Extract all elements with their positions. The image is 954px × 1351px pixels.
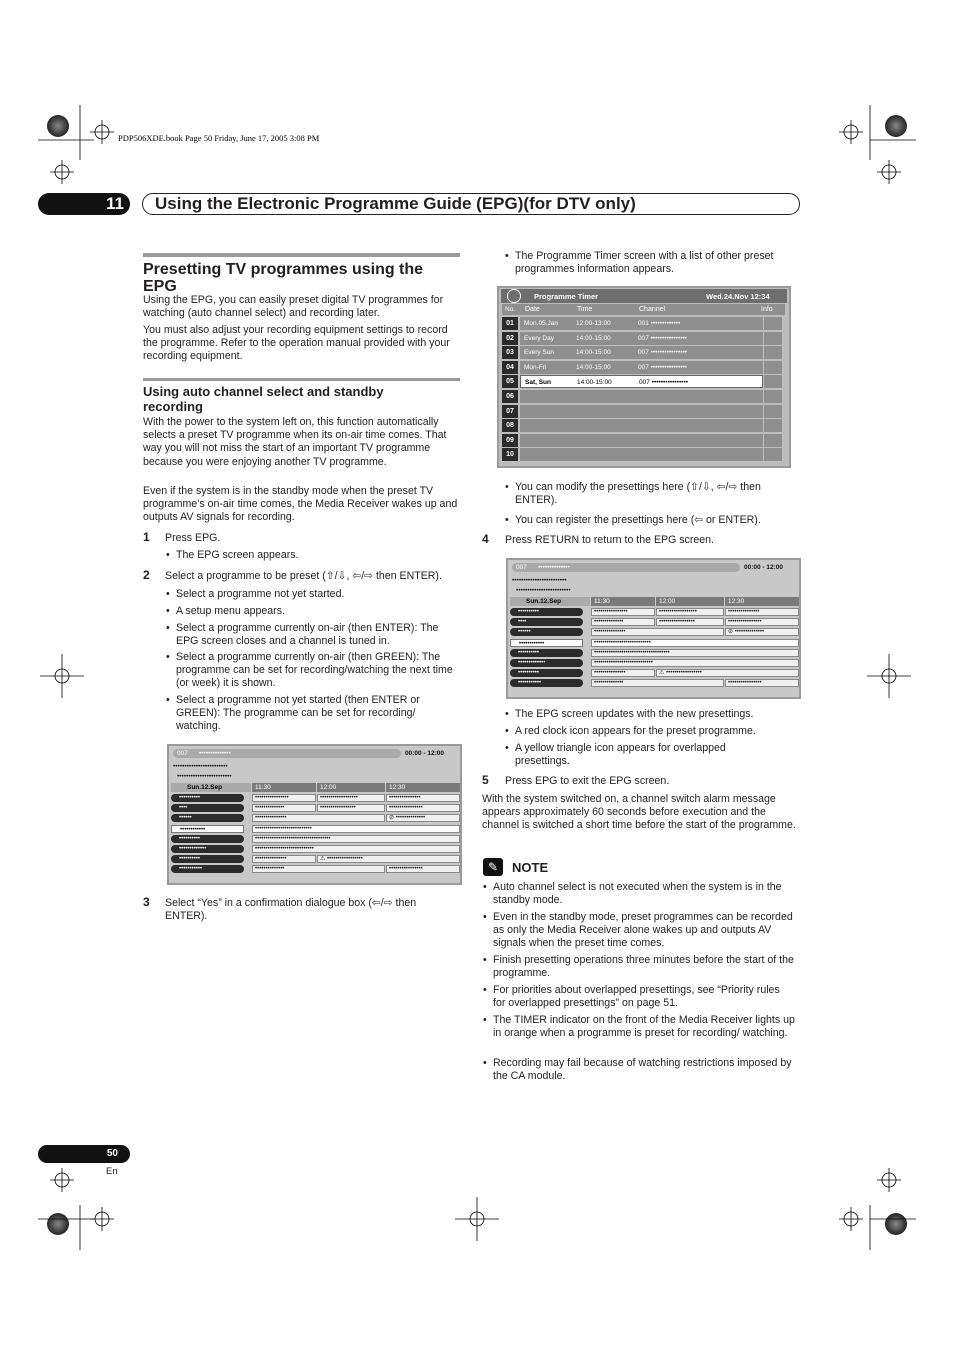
epg-programme-cell[interactable]: •••••••••••••••••••••••••••• bbox=[591, 659, 799, 667]
note-item: • Finish presetting operations three minutes before the start of the programme. bbox=[493, 954, 803, 980]
epg-programme-cell[interactable]: ••••••••••••••••••••••••••• bbox=[591, 639, 799, 647]
page-number: 50 bbox=[38, 1145, 130, 1163]
epg-programme-cell[interactable]: ••••••••••••••••• bbox=[317, 804, 385, 812]
timer-channel: 001 ••••••••••••• bbox=[638, 320, 681, 327]
epg-channel-cell[interactable]: •••• bbox=[171, 804, 244, 812]
timer-date: Sat, Sun bbox=[525, 379, 552, 387]
epg-programme-cell[interactable]: •••••••••••••••••••••••••••••••••••• bbox=[591, 649, 799, 657]
timer-date: Mon.05.Jan bbox=[524, 320, 558, 327]
note-pencil-icon: ✎ bbox=[483, 858, 503, 876]
epg-info-line: •••••••••••••••••••••••• bbox=[177, 773, 232, 780]
timer-row-no: 05 bbox=[502, 375, 518, 388]
bullet: • Select a programme not yet started (then ENTER or GREEN): The programme can be set for recording/ watching. bbox=[176, 694, 461, 734]
timer-time: 14:00-15:00 bbox=[576, 363, 611, 371]
epg-channel-cell[interactable]: •••••••••••• bbox=[171, 825, 244, 833]
epg-channel-name: •••••••••••••• bbox=[538, 564, 570, 571]
epg-channel-cell[interactable]: ••••••••••• bbox=[171, 865, 244, 873]
epg-programme-cell[interactable]: •••••••••••••• bbox=[591, 679, 724, 687]
timer-row-body bbox=[520, 361, 763, 374]
epg-time-range: 00:00 - 12:00 bbox=[744, 564, 784, 571]
epg-channel-cell[interactable]: •••••• bbox=[171, 814, 244, 822]
epg-channel-cell[interactable]: •••••• bbox=[510, 628, 583, 636]
epg-info-line: •••••••••••••••••••••••• bbox=[173, 763, 228, 770]
bullet: • Select a programme currently on-air (then GREEN): The programme can be set for recording/watching the next time (or week) it is shown. bbox=[176, 651, 461, 691]
timer-row[interactable] bbox=[502, 361, 785, 374]
bullet: • Select a programme currently on-air (then ENTER): The EPG screen closes and a channel is tuned in. bbox=[176, 622, 461, 648]
epg-programme-cell[interactable]: •••••••••••••••• bbox=[252, 794, 316, 802]
bullet: • A red clock icon appears for the preset programme. bbox=[515, 725, 800, 738]
timer-row-body bbox=[520, 317, 763, 330]
epg-time-3: 12:30 bbox=[386, 783, 460, 792]
timer-row[interactable] bbox=[502, 375, 785, 388]
note-item: • Auto channel select is not executed when the system is in the standby mode. bbox=[493, 881, 798, 907]
timer-channel: 007 •••••••••••••••• bbox=[638, 349, 688, 357]
book-header: PDP506XDE.book Page 50 Friday, June 17, 2005 3:08 PM bbox=[118, 133, 320, 143]
bullet: • A setup menu appears. bbox=[176, 605, 461, 618]
note-item: • Even in the standby mode, preset programmes can be recorded as only the Media Receiver alone wakes up and outputs AV signals when the preset time comes. bbox=[493, 911, 798, 951]
timer-row-no: 09 bbox=[502, 434, 518, 447]
timer-row-no: 03 bbox=[502, 346, 518, 359]
epg-channel-cell[interactable]: •••••••••• bbox=[510, 649, 583, 657]
epg-date: Sun.12.Sep bbox=[510, 597, 590, 606]
epg-programme-cell[interactable]: ⊘ •••••••••••••• bbox=[725, 628, 799, 636]
chapter-number: 11 bbox=[38, 193, 130, 215]
epg-time-2: 12:00 bbox=[656, 597, 724, 606]
timer-info-cell bbox=[764, 405, 782, 418]
col-info: Info bbox=[761, 306, 773, 313]
step-number: 2 bbox=[143, 568, 150, 582]
timer-row[interactable] bbox=[502, 390, 785, 403]
bullet: • You can register the presettings here (⇦ or ENTER). bbox=[515, 514, 800, 527]
chapter-title: Using the Electronic Programme Guide (EPG)(for DTV only) bbox=[142, 193, 800, 215]
epg-programme-cell[interactable]: •••••••••••••••• bbox=[386, 804, 460, 812]
timer-time: 14:00-15:00 bbox=[576, 349, 611, 357]
col-time: Time bbox=[577, 306, 593, 313]
epg-info-line: •••••••••••••••••••••••• bbox=[512, 577, 567, 584]
timer-row-no: 06 bbox=[502, 390, 518, 403]
intro-paragraph: You must also adjust your recording equipment settings to record the programme. Refer to the operation manual provided with your recording equipment. bbox=[143, 324, 450, 363]
col-channel: Channel bbox=[639, 306, 666, 313]
epg-programme-cell[interactable]: •••••••••••••••••••••••••••••••••••• bbox=[252, 835, 460, 843]
timer-row[interactable] bbox=[502, 346, 785, 359]
step-text: Press EPG. bbox=[165, 532, 221, 544]
note-item: • The TIMER indicator on the front of the Media Receiver lights up in orange when a programme is preset for recording/ watching. bbox=[493, 1014, 803, 1040]
epg-channel-cell[interactable]: •••••••••• bbox=[510, 608, 583, 616]
col-date: Date bbox=[525, 306, 540, 313]
epg-programme-cell[interactable]: ••••••••••••••••• bbox=[656, 618, 724, 626]
timer-row-no: 10 bbox=[502, 448, 518, 461]
epg-time-range: 00:00 - 12:00 bbox=[405, 750, 445, 757]
epg-channel-cell[interactable]: •••••••••••• bbox=[510, 639, 583, 647]
bullet: • The EPG screen updates with the new presettings. bbox=[515, 708, 800, 721]
epg-channel-cell[interactable]: ••••••••••• bbox=[510, 679, 583, 687]
epg-channel-name: •••••••••••••• bbox=[199, 750, 231, 757]
section-heading: Presetting TV programmes using the EPG bbox=[143, 261, 424, 295]
step-text: Select “Yes” in a confirmation dialogue box (⇦/⇨ then ENTER). bbox=[165, 897, 417, 923]
timer-row[interactable] bbox=[502, 317, 785, 330]
col-no: No. bbox=[505, 306, 516, 313]
subsection-rule bbox=[143, 378, 460, 381]
timer-row-body bbox=[520, 419, 763, 432]
timer-row-no: 08 bbox=[502, 419, 518, 432]
epg-channel-cell[interactable]: •••••••••• bbox=[171, 794, 244, 802]
epg-programme-cell[interactable]: ••••••••••••••• bbox=[591, 669, 655, 677]
timer-row-no: 02 bbox=[502, 332, 518, 345]
epg-channel-cell[interactable]: ••••••••••••• bbox=[171, 845, 244, 853]
epg-time-2: 12:00 bbox=[317, 783, 385, 792]
epg-programme-cell[interactable]: •••••••••••••••• bbox=[591, 608, 655, 616]
bullet: • You can modify the presettings here (⇧/⇩, ⇦/⇨ then ENTER). bbox=[515, 481, 800, 507]
epg-screen bbox=[167, 744, 462, 885]
epg-channel: 007 bbox=[516, 564, 527, 571]
timer-info-cell bbox=[764, 361, 782, 374]
paragraph: With the power to the system left on, this function automatically selects a preset TV programme when its on-air time comes. That way you will not miss the start of an important TV programme because you were enjoying another TV programme. bbox=[143, 416, 447, 468]
epg-programme-cell[interactable]: ⚠ ••••••••••••••••• bbox=[656, 669, 799, 677]
timer-row[interactable] bbox=[502, 419, 785, 432]
epg-channel-cell[interactable]: •••••••••• bbox=[171, 835, 244, 843]
epg-programme-cell[interactable]: ••••••••••••••• bbox=[591, 628, 724, 636]
epg-info-line: •••••••••••••••••••••••• bbox=[516, 587, 571, 594]
timer-row-body bbox=[520, 346, 763, 359]
timer-info-cell bbox=[764, 434, 782, 447]
paragraph: With the system switched on, a channel switch alarm message appears approximately 60 seconds before execution and the channel is switched a short time before the start of the programme. bbox=[482, 793, 796, 832]
timer-row-no: 07 bbox=[502, 405, 518, 418]
timer-info-cell bbox=[764, 390, 782, 403]
epg-screen-updated bbox=[506, 558, 801, 699]
epg-programme-cell[interactable]: •••••••••••••• bbox=[252, 804, 316, 812]
step-text: Select a programme to be preset (⇧/⇩, ⇦/⇨ then ENTER). bbox=[165, 570, 442, 582]
timer-info-cell bbox=[764, 346, 782, 359]
timer-title: Programme Timer bbox=[534, 292, 599, 301]
timer-row[interactable] bbox=[502, 405, 785, 418]
epg-date: Sun.12.Sep bbox=[171, 783, 251, 792]
clock-icon bbox=[507, 289, 521, 303]
timer-info-cell bbox=[764, 448, 782, 461]
epg-channel-cell[interactable]: •••••••••• bbox=[171, 855, 244, 863]
epg-programme-cell[interactable]: •••••••••••••• bbox=[591, 618, 655, 626]
epg-programme-cell[interactable]: ••••••••••••••• bbox=[252, 855, 316, 863]
epg-channel: 007 bbox=[177, 750, 188, 757]
epg-programme-cell[interactable]: ⊘ •••••••••••••• bbox=[386, 814, 460, 822]
intro-paragraph: Using the EPG, you can easily preset digital TV programmes for watching (auto channel select) and recording later. bbox=[143, 294, 444, 320]
timer-channel: 007 •••••••••••••••• bbox=[638, 363, 688, 371]
epg-programme-cell[interactable]: •••••••••••••••••• bbox=[656, 608, 724, 616]
timer-row-body bbox=[520, 434, 763, 447]
timer-row-body bbox=[520, 405, 763, 418]
timer-info-cell bbox=[764, 332, 782, 345]
timer-row[interactable] bbox=[502, 448, 785, 461]
section-rule bbox=[143, 253, 460, 257]
epg-time-3: 12:30 bbox=[725, 597, 799, 606]
timer-date: Mon-Fri bbox=[524, 363, 547, 371]
timer-datetime: Wed.24.Nov 12:34 bbox=[706, 292, 770, 301]
epg-programme-cell[interactable]: •••••••••••••• bbox=[252, 865, 385, 873]
step-text: Press EPG to exit the EPG screen. bbox=[505, 775, 670, 787]
timer-row-body bbox=[520, 390, 763, 403]
timer-time: 14:00-15:00 bbox=[577, 379, 612, 387]
epg-programme-cell[interactable]: ••••••••••••••• bbox=[725, 608, 799, 616]
epg-time-1: 11:30 bbox=[252, 783, 316, 792]
timer-info-cell bbox=[764, 419, 782, 432]
step-text: Press RETURN to return to the EPG screen. bbox=[505, 534, 715, 546]
timer-row[interactable] bbox=[502, 332, 785, 345]
step-number: 4 bbox=[482, 532, 489, 546]
epg-programme-cell[interactable]: ⚠ ••••••••••••••••• bbox=[317, 855, 460, 863]
epg-programme-cell[interactable]: •••••••••••••••••• bbox=[317, 794, 385, 802]
timer-row-body bbox=[520, 375, 763, 388]
timer-row[interactable] bbox=[502, 434, 785, 447]
epg-channel-cell[interactable]: ••••••••••••• bbox=[510, 659, 583, 667]
programme-timer-screen bbox=[497, 286, 791, 468]
subsection-heading: Using auto channel select and standby recording bbox=[143, 384, 384, 414]
note-title: NOTE bbox=[512, 860, 549, 875]
timer-channel: 007 •••••••••••••••• bbox=[638, 334, 688, 342]
timer-info-cell bbox=[764, 317, 782, 330]
epg-time-1: 11:30 bbox=[591, 597, 655, 606]
epg-programme-cell[interactable]: •••••••••••••••••••••••••••• bbox=[252, 845, 460, 853]
epg-channel-cell[interactable]: •••• bbox=[510, 618, 583, 626]
epg-programme-cell[interactable]: •••••••••••••••• bbox=[725, 618, 799, 626]
timer-row-no: 01 bbox=[502, 317, 518, 330]
epg-programme-cell[interactable]: •••••••••••••••• bbox=[725, 679, 799, 687]
bullet: • The EPG screen appears. bbox=[176, 549, 461, 562]
language-label: En bbox=[106, 1166, 118, 1177]
step-number: 1 bbox=[143, 530, 150, 544]
timer-info-cell bbox=[764, 375, 782, 388]
epg-programme-cell[interactable]: ••••••••••••••• bbox=[252, 814, 385, 822]
step-number: 5 bbox=[482, 773, 489, 787]
paragraph: Even if the system is in the standby mode when the preset TV programme’s on-air time comes, the Media Receiver wakes up and outputs AV signals for recording. bbox=[143, 485, 458, 524]
timer-channel: 007 •••••••••••••••• bbox=[639, 379, 689, 387]
epg-channel-cell[interactable]: •••••••••• bbox=[510, 669, 583, 677]
note-item: • Recording may fail because of watching restrictions imposed by the CA module. bbox=[493, 1057, 793, 1083]
epg-programme-cell[interactable]: ••••••••••••••••••••••••••• bbox=[252, 825, 460, 833]
step-number: 3 bbox=[143, 895, 150, 909]
timer-row-no: 04 bbox=[502, 361, 518, 374]
bullet: • Select a programme not yet started. bbox=[176, 588, 461, 601]
bullet: • A yellow triangle icon appears for overlapped presettings. bbox=[515, 742, 765, 768]
note-item: • For priorities about overlapped presettings, see “Priority rules for overlapped presettings” on page 51. bbox=[493, 984, 793, 1010]
epg-programme-cell[interactable]: •••••••••••••••• bbox=[386, 865, 460, 873]
timer-date: Every Sun bbox=[524, 349, 554, 357]
bullet: • The Programme Timer screen with a list of other preset programmes information appears. bbox=[515, 250, 800, 276]
timer-row-body bbox=[520, 332, 763, 345]
timer-time: 14:00-15:00 bbox=[576, 334, 611, 342]
timer-row-body bbox=[520, 448, 763, 461]
timer-date: Every Day bbox=[524, 334, 554, 342]
epg-programme-cell[interactable]: ••••••••••••••• bbox=[386, 794, 460, 802]
timer-time: 12:00-13:00 bbox=[576, 320, 611, 327]
